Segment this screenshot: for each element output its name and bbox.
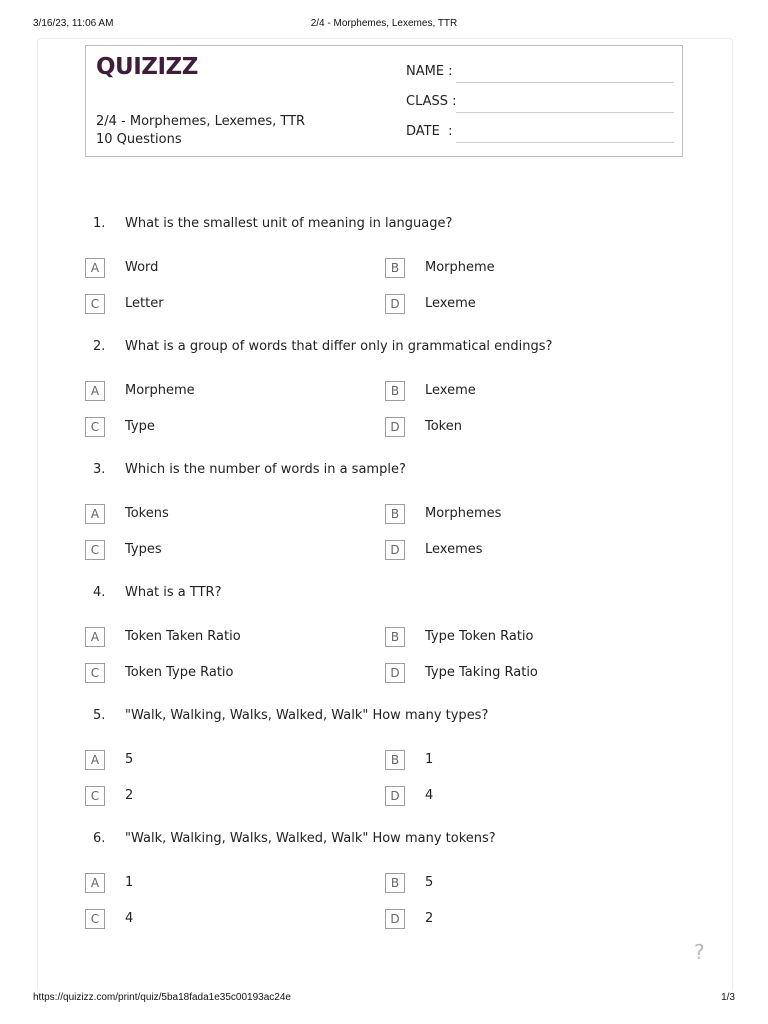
option-text: Type Token Ratio: [425, 629, 534, 644]
question-text: "Walk, Walking, Walks, Walked, Walk" How many tokens?: [125, 831, 496, 846]
option-letter-box: A: [85, 258, 105, 278]
question-text: What is a TTR?: [125, 585, 222, 600]
option-letter-box: B: [385, 750, 405, 770]
date-field: [406, 124, 674, 144]
option-text: Lexeme: [425, 296, 476, 311]
print-footer: [33, 992, 735, 1006]
quiz-title: 2/4 - Morphemes, Lexemes, TTR: [96, 114, 306, 129]
name-line: [456, 82, 674, 83]
option-letter-box: A: [85, 750, 105, 770]
help-icon[interactable]: ?: [694, 940, 705, 964]
question-text: What is the smallest unit of meaning in language?: [125, 216, 453, 231]
print-url: https://quizizz.com/print/quiz/5ba18fada1e35c00193ac24e: [33, 992, 291, 1003]
option-letter-box: D: [385, 663, 405, 683]
option-text: 4: [425, 788, 434, 803]
class-line: [456, 112, 674, 113]
option-letter-box: B: [385, 258, 405, 278]
option-text: Lexemes: [425, 542, 483, 557]
question-text: "Walk, Walking, Walks, Walked, Walk" How many types?: [125, 708, 489, 723]
date-line: [456, 142, 674, 143]
option-letter-box: D: [385, 786, 405, 806]
option-text: Morphemes: [425, 506, 502, 521]
question-text: What is a group of words that differ only in grammatical endings?: [125, 339, 553, 354]
option-letter-box: D: [385, 294, 405, 314]
option-letter-box: D: [385, 540, 405, 560]
option-text: Types: [125, 542, 162, 557]
question-number: 4.: [93, 585, 106, 600]
option-letter-box: B: [385, 504, 405, 524]
option-letter-box: C: [85, 294, 105, 314]
print-datetime: 3/16/23, 11:06 AM: [33, 18, 114, 29]
option-letter-box: A: [85, 873, 105, 893]
option-text: 5: [425, 875, 434, 890]
option-letter-box: C: [85, 417, 105, 437]
option-letter-box: A: [85, 504, 105, 524]
print-title: 2/4 - Morphemes, Lexemes, TTR: [310, 18, 458, 29]
option-text: 5: [125, 752, 134, 767]
option-text: 4: [125, 911, 134, 926]
option-letter-box: A: [85, 627, 105, 647]
option-text: Token Type Ratio: [125, 665, 234, 680]
option-letter-box: A: [85, 381, 105, 401]
option-letter-box: C: [85, 909, 105, 929]
question-count: 10 Questions: [96, 132, 182, 147]
question-number: 1.: [93, 216, 106, 231]
option-text: Type Taking Ratio: [425, 665, 538, 680]
option-text: 2: [125, 788, 134, 803]
option-text: Tokens: [125, 506, 169, 521]
class-field: [406, 94, 674, 114]
quizizz-logo: QUIZIZZ: [96, 54, 198, 80]
option-text: Type: [125, 419, 155, 434]
question-number: 3.: [93, 462, 106, 477]
option-text: Letter: [125, 296, 164, 311]
option-letter-box: B: [385, 873, 405, 893]
option-letter-box: C: [85, 786, 105, 806]
option-text: Morpheme: [125, 383, 195, 398]
option-text: Word: [125, 260, 159, 275]
option-text: Morpheme: [425, 260, 495, 275]
print-page-number: 1/3: [721, 992, 735, 1003]
question-number: 5.: [93, 708, 106, 723]
print-header: [33, 18, 735, 32]
option-letter-box: B: [385, 627, 405, 647]
option-text: 1: [425, 752, 434, 767]
option-text: 2: [425, 911, 434, 926]
name-field: [406, 64, 674, 84]
option-letter-box: B: [385, 381, 405, 401]
question-number: 2.: [93, 339, 106, 354]
option-letter-box: C: [85, 540, 105, 560]
question-text: Which is the number of words in a sample?: [125, 462, 406, 477]
class-label: CLASS :: [406, 94, 457, 109]
option-text: Token Taken Ratio: [125, 629, 241, 644]
date-label: DATE :: [406, 124, 453, 139]
option-letter-box: D: [385, 909, 405, 929]
option-letter-box: D: [385, 417, 405, 437]
question-number: 6.: [93, 831, 106, 846]
option-text: Lexeme: [425, 383, 476, 398]
quiz-header-box: [85, 45, 683, 157]
option-text: 1: [125, 875, 134, 890]
name-label: NAME :: [406, 64, 453, 79]
option-letter-box: C: [85, 663, 105, 683]
option-text: Token: [425, 419, 462, 434]
